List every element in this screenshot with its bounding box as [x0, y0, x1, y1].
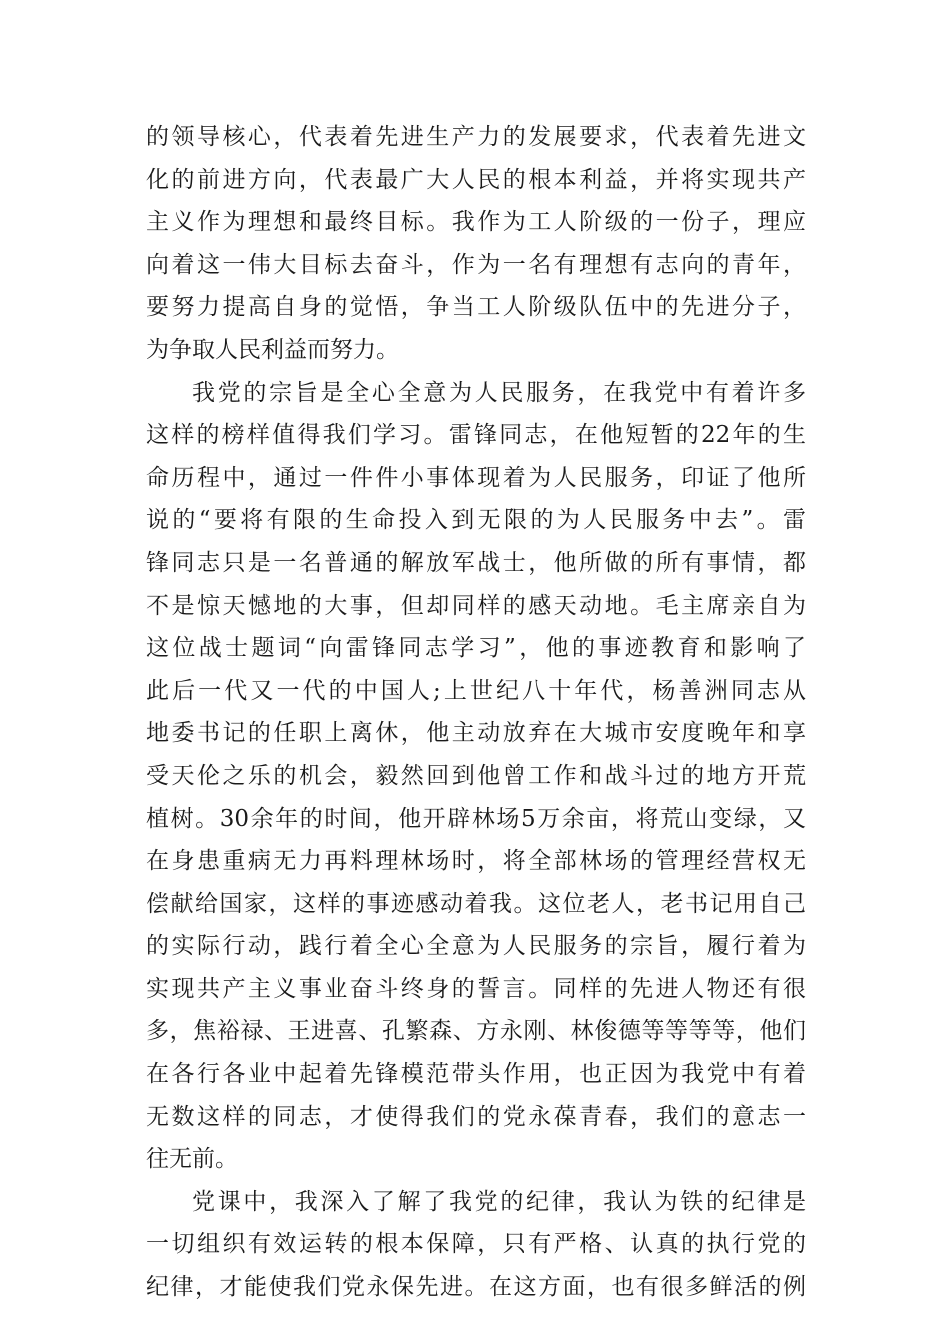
text-line: 往无前。 [146, 1146, 238, 1173]
text-line: 要努力提高自身的觉悟，争当工人阶级队伍中的先进分子， [146, 294, 806, 321]
text-line: 实现共产主义事业奋斗终身的誓言。同样的先进人物还有很 [146, 975, 806, 1002]
text-line: 为争取人民利益而努力。 [146, 336, 399, 363]
text-line: 化的前进方向，代表最广大人民的根本利益，并将实现共产 [146, 166, 806, 193]
text-line: 一切组织有效运转的根本保障，只有严格、认真的执行党的 [146, 1231, 806, 1258]
text-line: 在各行各业中起着先锋模范带头作用，也正因为我党中有着 [146, 1061, 806, 1088]
paragraph [146, 116, 806, 372]
text-line: 偿献给国家，这样的事迹感动着我。这位老人，老书记用自己 [146, 890, 806, 917]
text-line: 植树。30余年的时间，他开辟林场5万余亩，将荒山变绿，又 [146, 805, 806, 832]
text-line: 此后一代又一代的中国人;上世纪八十年代，杨善洲同志从 [146, 677, 806, 704]
paragraph [146, 1181, 806, 1309]
text-line: 在身患重病无力再料理林场时，将全部林场的管理经营权无 [146, 848, 806, 875]
text-line: 命历程中，通过一件件小事体现着为人民服务，印证了他所 [146, 464, 806, 491]
text-line: 的实际行动，践行着全心全意为人民服务的宗旨，履行着为 [146, 933, 806, 960]
text-line: 受天伦之乐的机会，毅然回到他曾工作和战斗过的地方开荒 [146, 762, 806, 789]
text-line: 纪律，才能使我们党永保先进。在这方面，也有很多鲜活的例 [146, 1274, 806, 1301]
text-line: 不是惊天憾地的大事，但却同样的感天动地。毛主席亲自为 [146, 592, 806, 619]
text-line: 我党的宗旨是全心全意为人民服务，在我党中有着许多 [192, 379, 806, 406]
text-line: 锋同志只是一名普通的解放军战士，他所做的所有事情，都 [146, 549, 806, 576]
text-line: 的领导核心，代表着先进生产力的发展要求，代表着先进文 [146, 124, 806, 150]
text-line: 党课中，我深入了解了我党的纪律，我认为铁的纪律是 [192, 1188, 806, 1215]
text-line: 多，焦裕禄、王进喜、孔繁森、方永刚、林俊德等等等等，他们 [146, 1018, 806, 1045]
text-line: 这位战士题词“向雷锋同志学习”，他的事迹教育和影响了 [146, 635, 806, 662]
text-line: 地委书记的任职上离休，他主动放弃在大城市安度晚年和享 [146, 720, 806, 747]
text-line: 这样的榜样值得我们学习。雷锋同志，在他短暂的22年的生 [146, 422, 806, 449]
text-line: 向着这一伟大目标去奋斗，作为一名有理想有志向的青年， [146, 251, 806, 278]
text-line: 无数这样的同志，才使得我们的党永葆青春，我们的意志一 [146, 1103, 806, 1130]
text-line: 主义作为理想和最终目标。我作为工人阶级的一份子，理应 [146, 209, 806, 236]
paragraph [146, 372, 806, 1181]
document-page [146, 116, 806, 1309]
text-line: 说的“要将有限的生命投入到无限的为人民服务中去”。雷 [146, 507, 806, 534]
